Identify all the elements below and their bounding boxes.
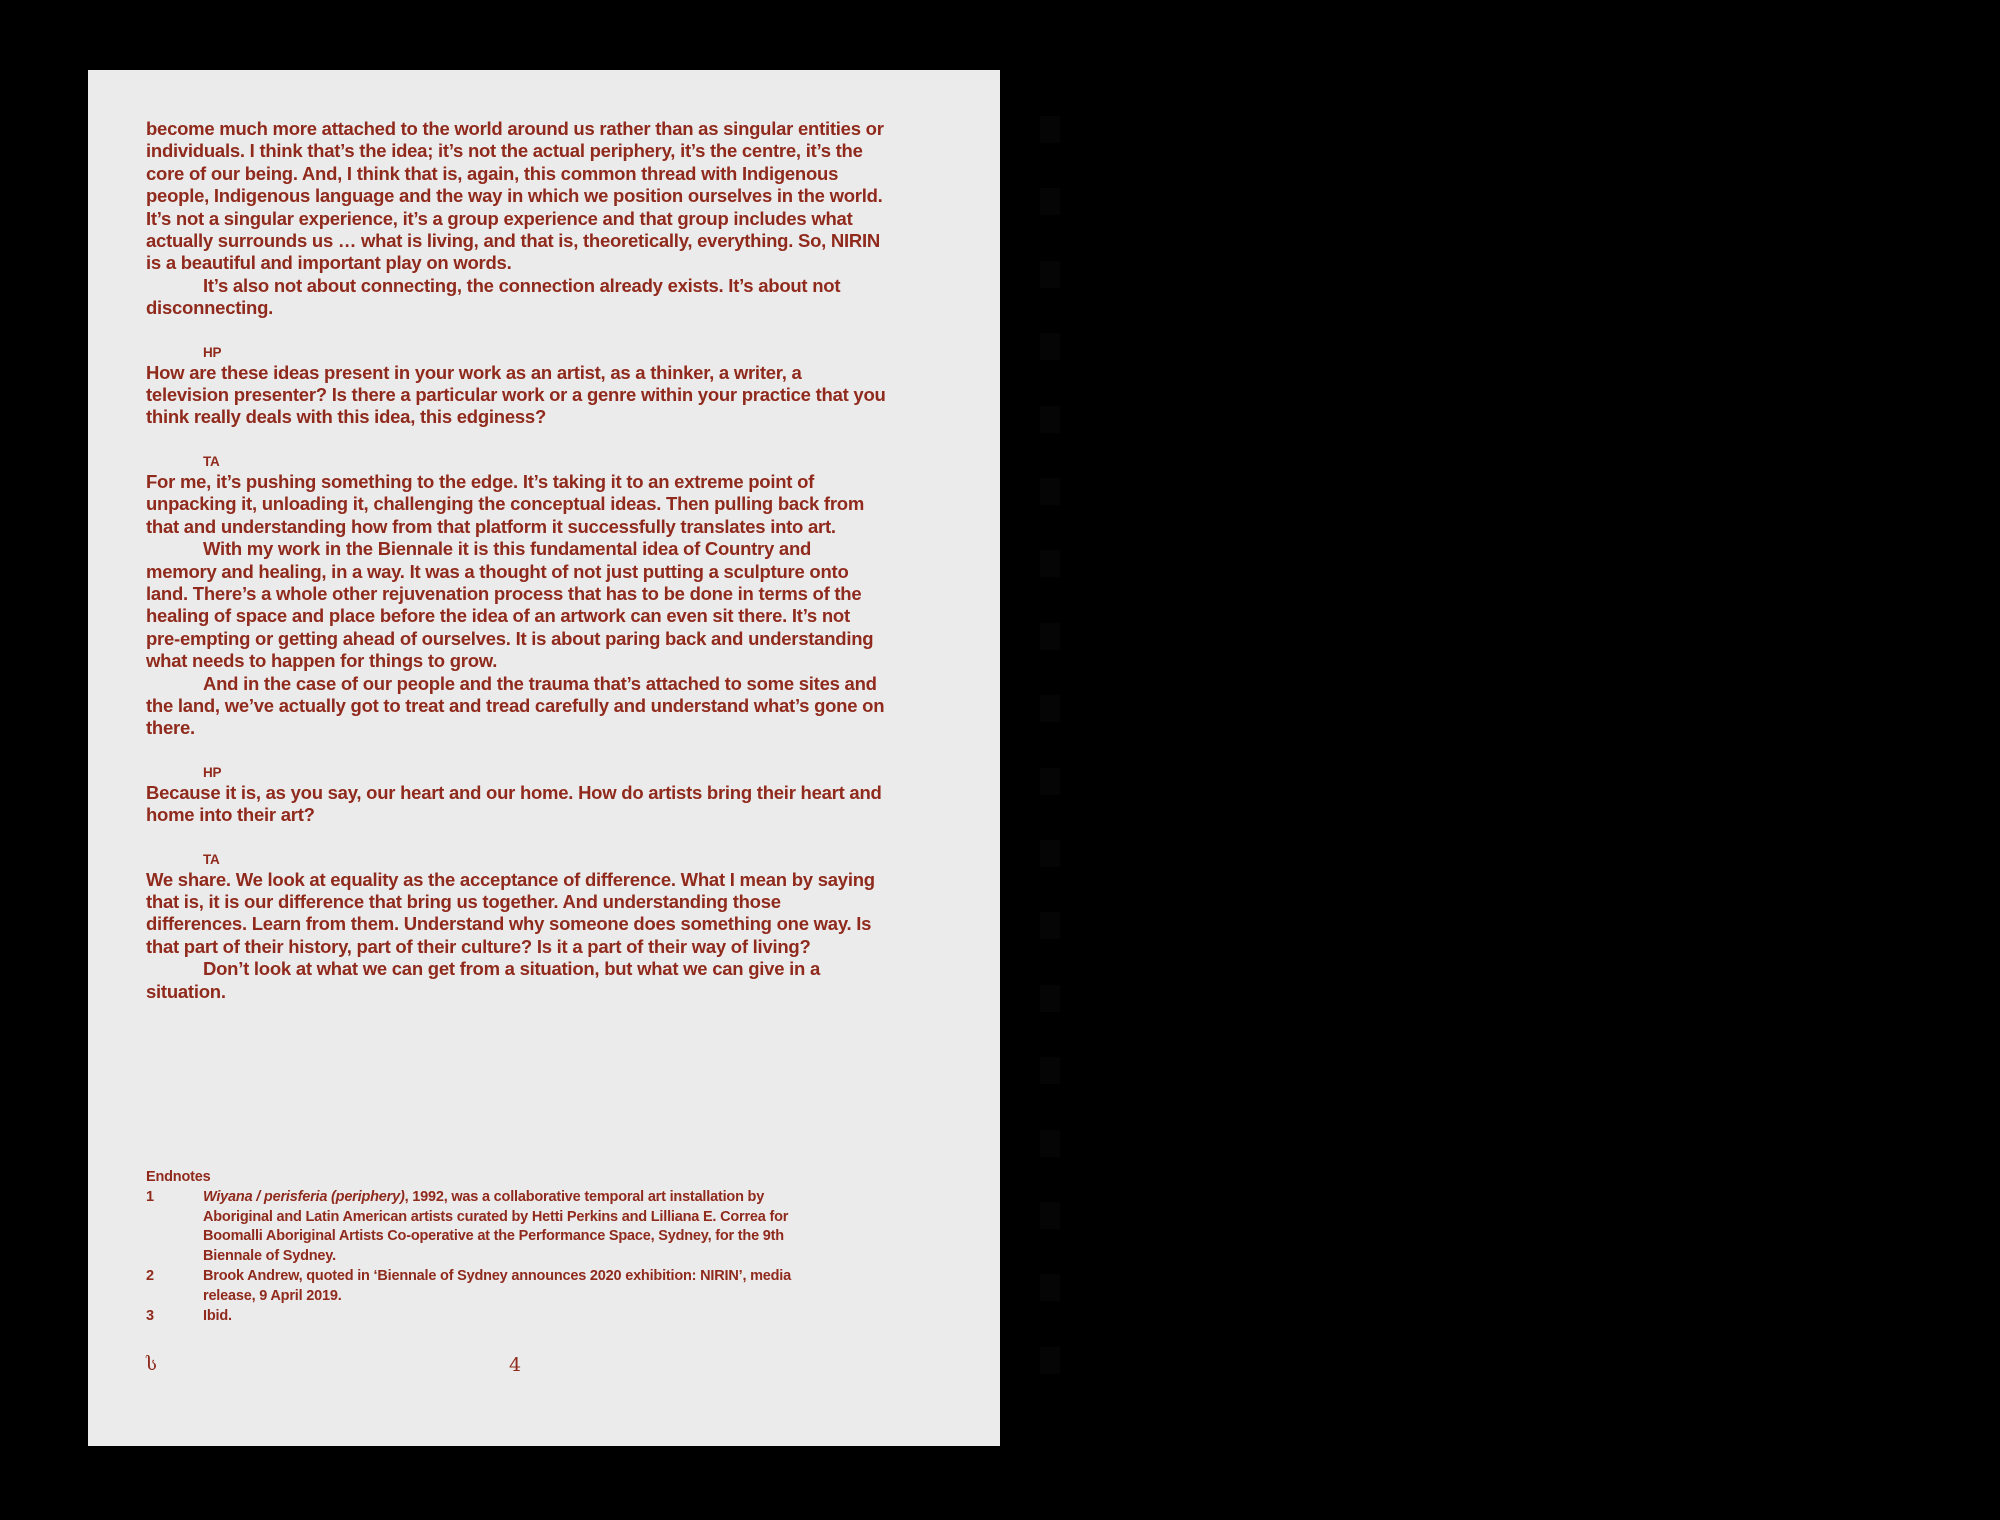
endnote-text: Brook Andrew, quoted in ‘Biennale of Sydney announces 2020 exhibition: NIRIN’, media release, 9 April 2019. [203,1267,792,1304]
sprocket-hole [1040,623,1060,650]
question: How are these ideas present in your work as an artist, as a thinker, a writer, a television presenter? Is there a particular work or a genre within your practice that you think really deals with this idea, this edginess? [146,361,886,428]
sprocket-hole [1040,116,1060,143]
sprocket-hole [1040,550,1060,577]
sprocket-hole [1040,695,1060,722]
speaker-label: TA [203,851,220,867]
sprocket-hole [1040,333,1060,360]
answer: And in the case of our people and the trauma that’s attached to some sites and the land, we’ve actually got to treat and tread carefully and understand what’s gone on there. [146,672,885,739]
endnote [146,1188,886,1267]
sprocket-hole [1040,188,1060,215]
sprocket-hole [1040,985,1060,1012]
endnotes-title: Endnotes [146,1169,211,1185]
corner-mark: ს [146,1354,157,1375]
endnote [146,1307,886,1327]
answer: Don’t look at what we can get from a situation, but what we can give in a situation. [146,958,821,1002]
sprocket-hole [1040,1202,1060,1229]
endnote-number: 3 [146,1307,154,1324]
sprocket-hole [1040,1274,1060,1301]
interview-body [146,118,886,1003]
endnote-title-italic: Wiyana / perisferia (periphery) [203,1188,405,1205]
sprocket-hole [1040,840,1060,867]
endnote-body: , 1992, was a collaborative temporal art installation by Aboriginal and Latin American artists curated by Hetti Perkins and Lilliana E. Correa for Boomalli Aboriginal Artists Co-operative at the Performance Space, Sydney, for the 9th Biennale of Sydney. [203,1188,789,1265]
paragraph: It’s also not about connecting, the connection already exists. It’s about not disconnecting. [146,274,841,319]
speaker-label: HP [203,764,222,780]
answer: For me, it’s pushing something to the edge. It’s taking it to an extreme point of unpacking it, unloading it, challenging the conceptual ideas. Then pulling back from that and understanding how from that platform it successfully translates into art. [146,470,865,537]
endnote-text [203,1188,886,1267]
sprocket-hole [1040,912,1060,939]
answer: With my work in the Biennale it is this fundamental idea of Country and memory and healing, in a way. It was a thought of not just putting a sculpture onto land. There’s a whole other rejuvenation process that has to be done in terms of the healing of space and place before the idea of an artwork can even sit there. It’s not pre-empting or getting ahead of ourselves. It is about paring back and understanding what needs to happen for things to grow. [146,538,874,672]
page-number: 4 [509,1354,522,1376]
speaker-label: HP [203,344,222,360]
paragraph: become much more attached to the world around us rather than as singular entities or individuals. I think that’s the idea; it’s not the actual periphery, it’s the centre, it’s the core of our being. And, I think that is, again, this common thread with Indigenous people, Indigenous language and the way in which we position ourselves in the world. It’s not a singular experience, it’s a group experience and that group includes what actually surrounds us … what is living, and that is, theoretically, everything. So, NIRIN is a beautiful and important play on words. [146,118,884,274]
document-page [88,70,1000,1446]
sprocket-hole [1040,406,1060,433]
speaker-label: TA [203,453,220,469]
endnotes [146,1168,886,1326]
sprocket-hole [1040,478,1060,505]
endnote-text: Ibid. [203,1307,232,1324]
endnote-number: 1 [146,1188,154,1205]
answer: We share. We look at equality as the acceptance of difference. What I mean by saying that is, it is our difference that bring us together. And understanding those differences. Learn from them. Understand why someone does something one way. Is that part of their history, part of their culture? Is it a part of their way of living? [146,868,875,957]
sprocket-hole [1040,1057,1060,1084]
sprocket-hole [1040,1130,1060,1157]
endnote-number: 2 [146,1267,154,1284]
endnote [146,1267,886,1307]
sprocket-hole [1040,768,1060,795]
sprocket-hole [1040,1347,1060,1374]
question: Because it is, as you say, our heart and our home. How do artists bring their heart and home into their art? [146,781,882,826]
sprocket-hole [1040,261,1060,288]
